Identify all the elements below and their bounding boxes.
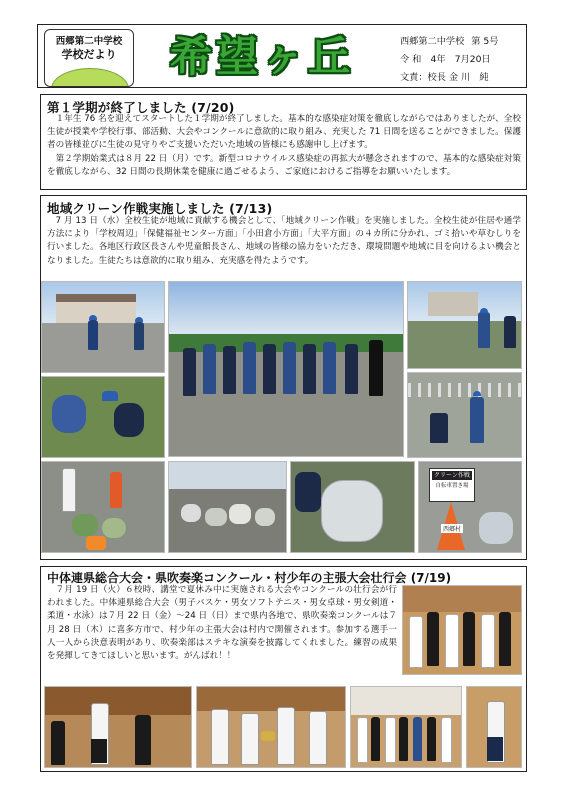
section3-paragraph-1: ７月 19 日（火）６校時、講堂で夏休み中に実施される大会やコンクールの壮行会が行われました。中体連県総合大会（男子バスケ・男女ソフトテニス・男女卓球・男女剣道・柔道・水泳）は７月 22 日（金）～24 日（日）まで県内各地で、県吹奏楽コンクールは７月 28 日（木）に喜多方市で、村少年の主張大会は村内で開催されます。参加する選手一人一人から決意表明があり、吹奏楽部はステキな演奏を披露してくれました。練習の成果を発揮してきてほしいと思います。がんばれ！！ [47, 585, 397, 662]
photo-student-uniform [466, 686, 522, 768]
cleanup-sign [429, 468, 475, 502]
newsletter-title: 希望ヶ丘 [169, 32, 354, 81]
photo-group-outdoors [168, 281, 404, 457]
issue-author: 文責：校長 金 川 純 [400, 72, 489, 83]
section1-title: 第１学期が終了しました (7/20) [47, 100, 235, 115]
photo-brass-band [196, 686, 346, 768]
photo-assembly-line [350, 686, 462, 768]
section3-title: 中体連県総合大会・県吹奏楽コンクール・村少年の主張大会壮行会 (7/19) [47, 571, 452, 585]
photo-sign-and-cone [418, 461, 522, 553]
photo-weeding-grass [41, 376, 165, 458]
issue-number: 第 5号 [471, 36, 499, 47]
sign-subtext: 自転車置き場 [435, 483, 469, 489]
issue-date: 令 和 4年 7月20日 [400, 54, 491, 65]
newsletter-type: 学校だより [61, 48, 117, 61]
issue-line [400, 33, 498, 47]
school-name: 西郷第二中学校 [55, 36, 123, 47]
section2-paragraph-1: 7 月 13 日（水）全校生徒が地域に貢献する機会として、「地域クリーン作戦」を実施しました。全校生徒が住居や通学方法により「学校周辺」「保健福祉センター方面」「小田倉小方面」「大平方面」の４カ所に分かれ、ゴミ拾いや草むしりを行いました。各地区行政区長さんや児童館長さん、地域の皆様の協力をいただき、環境問題や地域に目を向けるよい機会となりました。生徒たちは意欲的に取り組み、充実感を得たようです。 [47, 216, 521, 266]
section3-body [47, 584, 397, 663]
photo-collected-garbage [168, 461, 287, 553]
photo-garbage-bag-closeup [290, 461, 415, 553]
photo-cleanup-residential [407, 281, 522, 369]
sign-text: クリーン作戦 [432, 471, 472, 480]
hill-graphic [51, 68, 129, 87]
photo-athletes-gym [402, 585, 522, 675]
section2-title: 地域クリーン作戦実施しました (7/13) [47, 201, 273, 216]
section1-paragraph-2: 第２学期始業式は８月 22 日（月）です。新型コロナウイルス感染症の再拡大が懸念されますので、基本的な感染症対策を徹底しながら、32 日間の長期休業を健康に過ごせるよう、ご家庭におけるご指導をお願いいたします。 [47, 153, 521, 177]
section1-body [47, 113, 521, 179]
photo-speaker-microphone [44, 686, 192, 768]
photo-cleanup-school-road [41, 281, 165, 373]
masthead-badge [44, 29, 134, 87]
issue-school: 西郷第二中学校 [400, 36, 465, 47]
section2-body [47, 215, 521, 268]
cone-label: 西郷村 [442, 526, 461, 533]
photo-cleanup-fence [407, 372, 522, 458]
photo-trash-bags [41, 461, 165, 553]
section1-paragraph-1: １年生 76 名を迎えてスタートした１学期が終了しました。基本的な感染症対策を徹底しながらではありましたが、全校生徒が授業や学校行事、部活動、大会やコンクールに意欲的に取り組み、充実した 71 日間を送ることができました。保護者の皆様並びに生徒の見守りやご支援いただいた地域の皆様にも感謝申し上げます。 [47, 114, 521, 151]
